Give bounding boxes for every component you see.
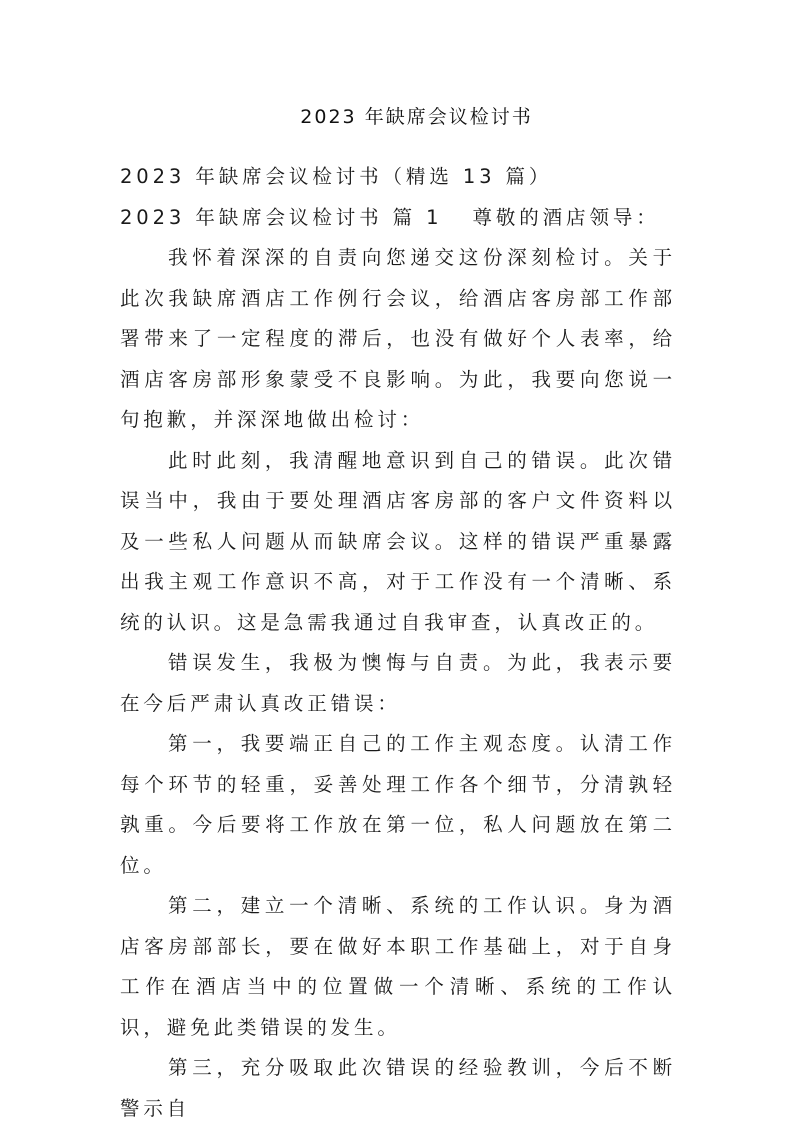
section-heading: 2023 年缺席会议检讨书 篇 1 xyxy=(120,205,443,229)
paragraph-2: 此时此刻，我清醒地意识到自己的错误。此次错误当中，我由于要处理酒店客房部的客户文件资料以及一些私人问题从而缺席会议。这样的错误严重暴露出我主观工作意识不高，对于工作没有一个清晰、系统的认识。这是急需我通过自我审查，认真改正的。 xyxy=(120,448,676,634)
paragraph-3: 错误发生，我极为懊悔与自责。为此，我表示要在今后严肃认真改正错误： xyxy=(120,651,676,715)
document-body xyxy=(120,157,676,1129)
document-title: 2023 年缺席会议检讨书 xyxy=(300,106,533,128)
paragraph-4: 第一，我要端正自己的工作主观态度。认清工作每个环节的轻重，妥善处理工作各个细节，分清孰轻孰重。今后要将工作放在第一位，私人问题放在第二位。 xyxy=(120,732,676,877)
salutation: 尊敬的酒店领导： xyxy=(472,205,660,229)
document-subtitle: 2023 年缺席会议检讨书（精选 13 篇） xyxy=(120,165,553,188)
paragraph-5: 第二，建立一个清晰、系统的工作认识。身为酒店客房部部长，要在做好本职工作基础上，对于自身工作在酒店当中的位置做一个清晰、系统的工作认识，避免此类错误的发生。 xyxy=(120,894,676,1039)
section-heading-line xyxy=(120,198,676,239)
paragraph-6: 第三，充分吸取此次错误的经验教训，今后不断警示自 xyxy=(120,1056,676,1120)
paragraph-1: 我怀着深深的自责向您递交这份深刻检讨。关于此次我缺席酒店工作例行会议，给酒店客房部工作部署带来了一定程度的滞后，也没有做好个人表率，给酒店客房部形象蒙受不良影响。为此，我要向您说一句抱歉，并深深地做出检讨： xyxy=(120,246,676,431)
